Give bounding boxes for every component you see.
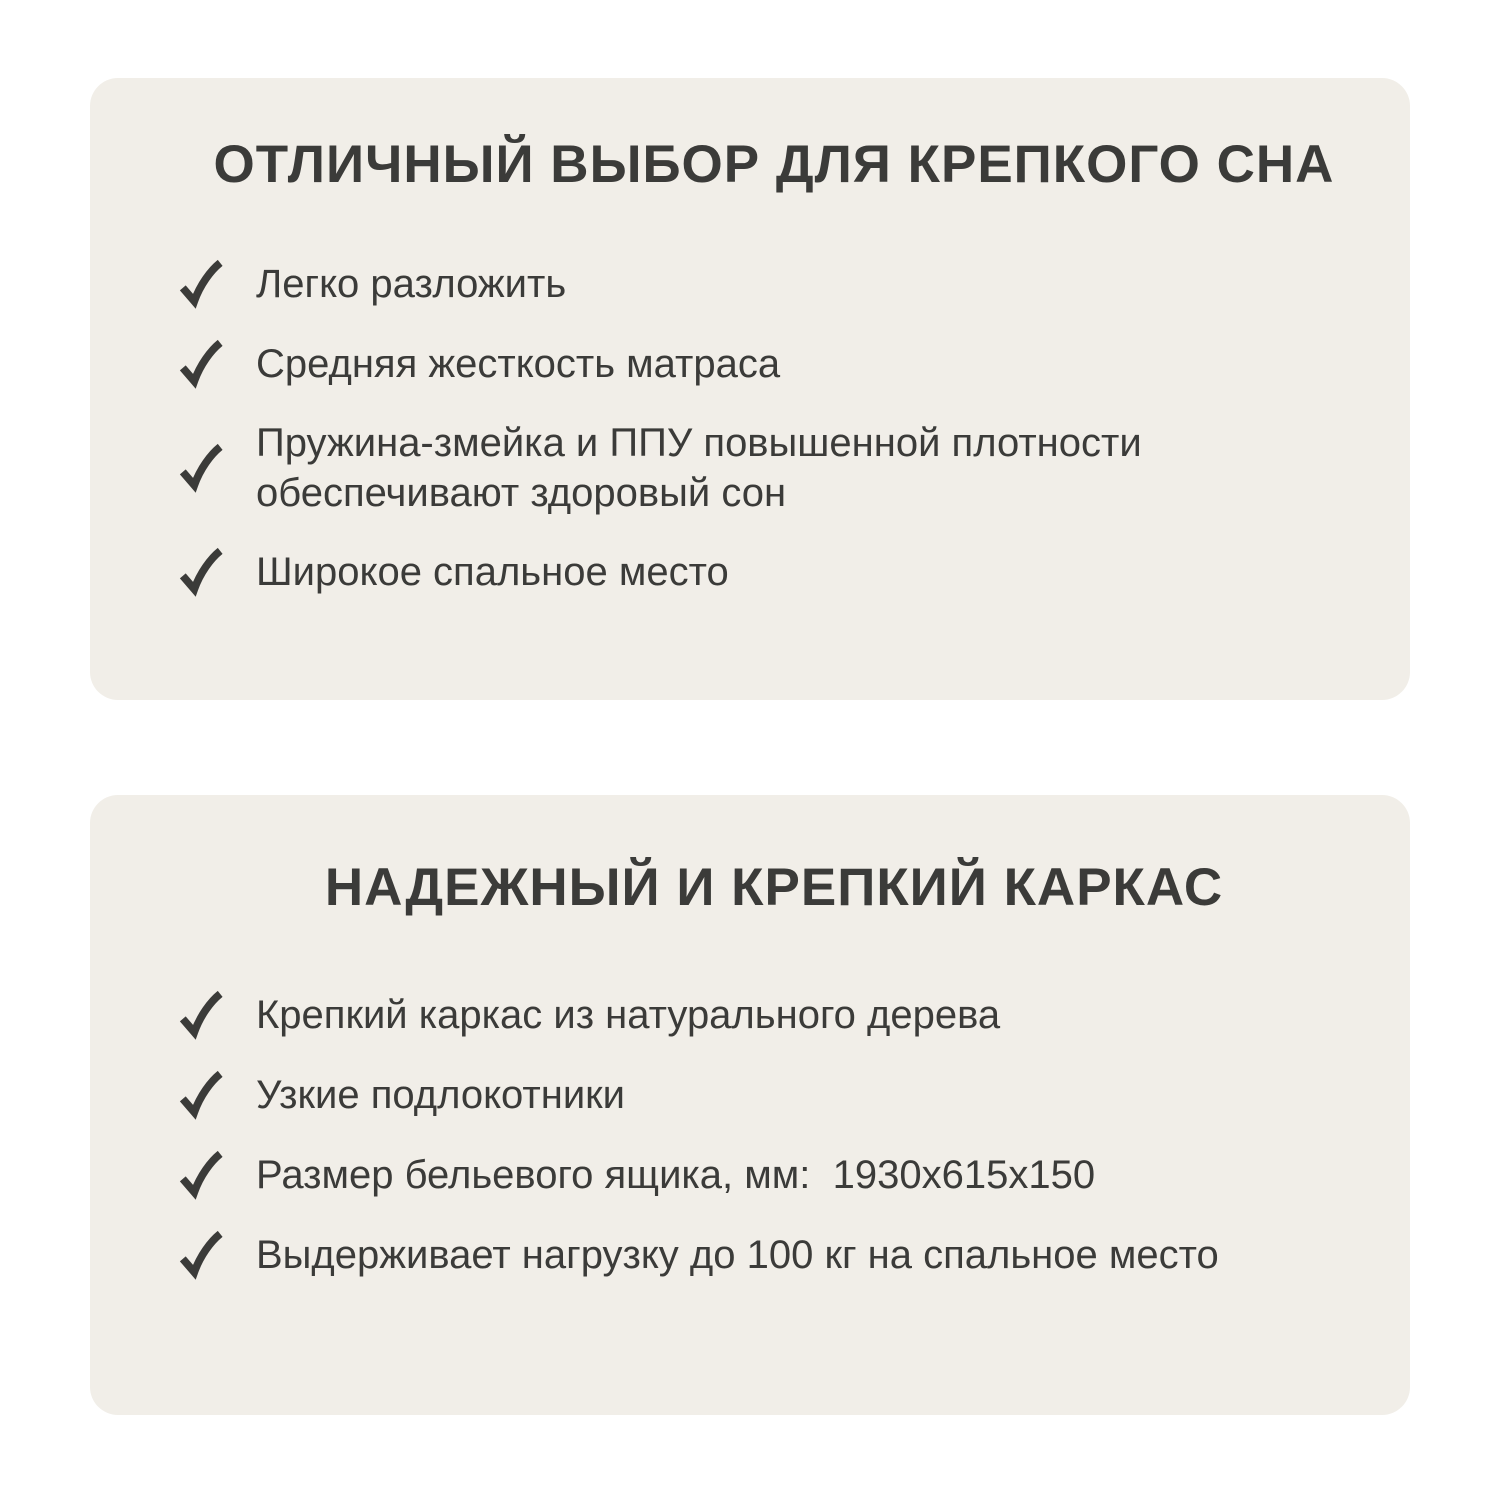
feature-label: Узкие подлокотники bbox=[256, 1073, 626, 1117]
check-icon bbox=[178, 546, 224, 598]
card-frame-title: НАДЕЖНЫЙ И КРЕПКИЙ КАРКАС bbox=[324, 858, 1224, 917]
list-item bbox=[178, 1149, 1370, 1201]
check-icon bbox=[178, 1069, 224, 1121]
check-icon bbox=[178, 258, 224, 310]
check-icon bbox=[178, 1229, 224, 1281]
list-item bbox=[178, 338, 1370, 390]
list-item bbox=[178, 989, 1370, 1041]
feature-label: Размер бельевого ящика, мм: 1930х615х150 bbox=[256, 1153, 1096, 1197]
list-item bbox=[178, 418, 1370, 518]
feature-label: Средняя жесткость матраса bbox=[256, 342, 781, 386]
list-item bbox=[178, 546, 1370, 598]
card-sleep-benefits bbox=[90, 78, 1410, 700]
list-item bbox=[178, 258, 1370, 310]
feature-label: Крепкий каркас из натурального дерева bbox=[256, 993, 1001, 1037]
feature-label: Пружина-змейка и ППУ повышенной плотности обеспечивают здоровый сон bbox=[256, 421, 1153, 515]
card-sleep-title: ОТЛИЧНЫЙ ВЫБОР ДЛЯ КРЕПКОГО СНА bbox=[213, 135, 1335, 194]
check-icon bbox=[178, 1149, 224, 1201]
card-frame-benefits bbox=[90, 795, 1410, 1415]
sleep-feature-list bbox=[178, 258, 1370, 598]
feature-label: Легко разложить bbox=[256, 262, 567, 306]
check-icon bbox=[178, 442, 224, 494]
list-item bbox=[178, 1229, 1370, 1281]
check-icon bbox=[178, 989, 224, 1041]
frame-feature-list bbox=[178, 989, 1370, 1281]
list-item bbox=[178, 1069, 1370, 1121]
feature-label: Выдерживает нагрузку до 100 кг на спальное место bbox=[256, 1233, 1219, 1277]
feature-label: Широкое спальное место bbox=[256, 550, 729, 594]
check-icon bbox=[178, 338, 224, 390]
